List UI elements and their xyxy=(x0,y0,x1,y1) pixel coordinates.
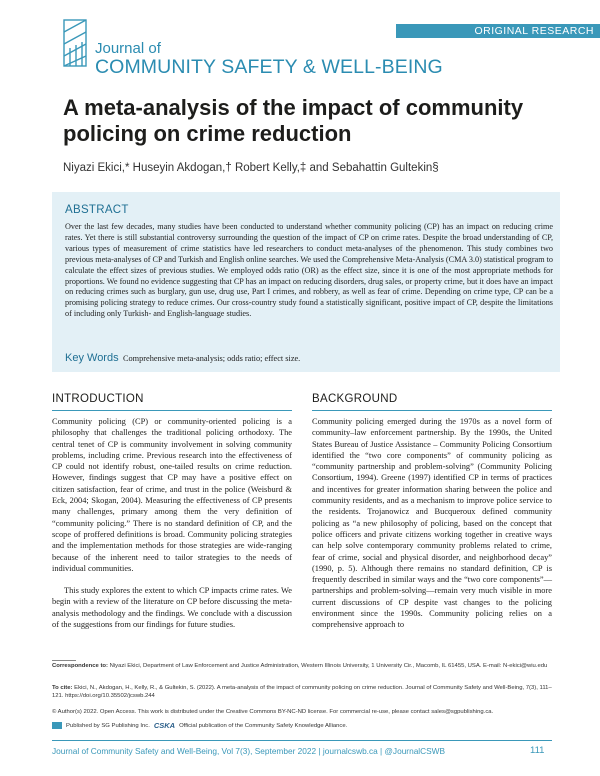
page-number: 111 xyxy=(530,745,545,756)
background-paragraph-1: Community policing emerged during the 1970s as a novel form of community–law enforcement partnership. By the 1990s, the United States Bureau of Justice Assistance – Community Policing Consortium identified the “two core components” of community policing as “community partnership and problem-solving” (Community Policing Consortium, 1994). Greene (1997) identified CP in terms of practices and incentives for greater information sharing between the police and community residents, and as a mechanism to improve police service to the residents. Trojanowicz and Bucqueroux defined community policing as “a new philosophy of policing, based on the concept that police officers and private citizens working together in creative ways can help solve contemporary community problems related to crime, fear of crime, social and physical disorder, and neighborhood decay” (1990, p. 5). Although there remains no standard definition, CP is frequently described in similar ways and the “two core components”—partnerships and problem-solving—remain very much visible in more current discussions of CP despite vast changes to the policing environment since the 1990s. Community policing relies on a comprehensive approach to xyxy=(312,417,552,630)
article-type-banner: ORIGINAL RESEARCH xyxy=(396,24,600,38)
journal-of-label: Journal of xyxy=(95,40,161,57)
official-publication: Official publication of the Community Safety Knowledge Alliance. xyxy=(179,722,348,729)
published-by: Published by SG Publishing Inc. xyxy=(66,722,150,729)
background-rule xyxy=(312,410,552,411)
correspondence-note xyxy=(52,663,552,671)
cite-text: Ekici, N., Akdogan, H., Kelly, R., & Gultekin, S. (2022). A meta-analysis of the impact of community policing on crime reduction. Journal of Community Safety and Well-Being, 7(3), 111–121. https://doi.org/10.35502/jcswb.244 xyxy=(52,685,552,699)
keywords-text: Comprehensive meta-analysis; odds ratio; effect size. xyxy=(123,354,301,363)
cska-logo: CSKA xyxy=(153,721,176,730)
introduction-rule xyxy=(52,410,292,411)
publisher-line xyxy=(52,721,347,730)
introduction-heading: INTRODUCTION xyxy=(52,393,144,405)
footnote-rule xyxy=(52,660,76,661)
footer-rule xyxy=(52,740,552,741)
introduction-paragraph-2: This study explores the extent to which CP impacts crime rates. We begin with a review of the literature on CP before discussing the meta-analysis methodology and the findings. We conclude with a discussion of the suggestions from our findings for future studies. xyxy=(52,586,292,629)
abstract-text: Over the last few decades, many studies have been conducted to understand whether community policing (CP) has an impact on reducing crime rates. Yet there is still substantial controversy surrounding the question of the impact of CP on crime rates. Despite the broad understanding of CP, various types of measurement of crime statistics have led researchers to conduct meta-analyses of the phenomenon. This study combines two previous meta-analyses of CP and Turkish and English online searches. We used the Comprehensive Meta-Analysis (CMA 3.0) statistical program to calculate the effect sizes of previous studies. We employed odds ratio (OR) as the effect size, since it is one of the most appropriate methods for proportions. We found no evidence suggesting that CP has an impact on reducing disorders, drug sales, or property crime, but it does have an impact on reducing crimes such as burglary, gun use, drug use, Part I crimes, and robbery, as well as fear of crime. Depending on crime type, CP can be a promising policing strategy to reduce crimes. Our cross-country study found a statistically significant, positive impact of CP, despite the limitations of including only Turkish- and English-language studies. xyxy=(65,222,554,319)
journal-logo-icon xyxy=(62,18,88,68)
background-heading: BACKGROUND xyxy=(312,393,398,405)
article-title: A meta-analysis of the impact of community policing on crime reduction xyxy=(63,95,524,146)
license-note: © Author(s) 2022. Open Access. This work is distributed under the Creative Commons BY-NC-ND license. For commercial re-use, please contact sales@sgpublishing.ca. xyxy=(52,709,494,715)
introduction-paragraph-1: Community policing (CP) or community-oriented policing is a philosophy that challenges the traditional policing orthodoxy. The central tenet of CP is community involvement in solving community problems, including crime. Previous research into the effectiveness of CP could not identify robust, one-tailed results on crime reduction. However, findings suggest that CP may have a positive effect on citizen satisfaction, fear of crime, and trust in the police (Weisburd & Eck, 2004; Skogan, 2004). Measuring the effectiveness of CP presents many challenges, primary among them the very definition of “community policing.” There is no standard definition of CP, and the scope of proffered definitions is broad. Community policing strategies and the implementation methods for those strategies are wide-ranging because of the inherent need to tailor strategies to the needs of individual communities. xyxy=(52,417,292,573)
author-list: Niyazi Ekici,* Huseyin Akdogan,† Robert Kelly,‡ and Sebahattin Gultekin§ xyxy=(63,162,439,174)
journal-name: COMMUNITY SAFETY & WELL-BEING xyxy=(95,56,443,78)
cite-label: To cite: xyxy=(52,685,73,691)
correspondence-text: Niyazi Ekici, Department of Law Enforcement and Justice Administration, Western Illinois University, 1 University Cir., Macomb, IL 61455, USA. E-mail: N-ekici@wiu.edu xyxy=(109,663,548,669)
abstract-heading: ABSTRACT xyxy=(65,204,129,216)
correspondence-label: Correspondence to: xyxy=(52,663,108,669)
citation-note xyxy=(52,685,552,700)
journal-footer-citation: Journal of Community Safety and Well-Being, Vol 7(3), September 2022 | journalcswb.ca | @JournalCSWB xyxy=(52,746,446,756)
open-access-icon xyxy=(52,722,62,729)
keywords-label: Key Words xyxy=(65,352,119,364)
